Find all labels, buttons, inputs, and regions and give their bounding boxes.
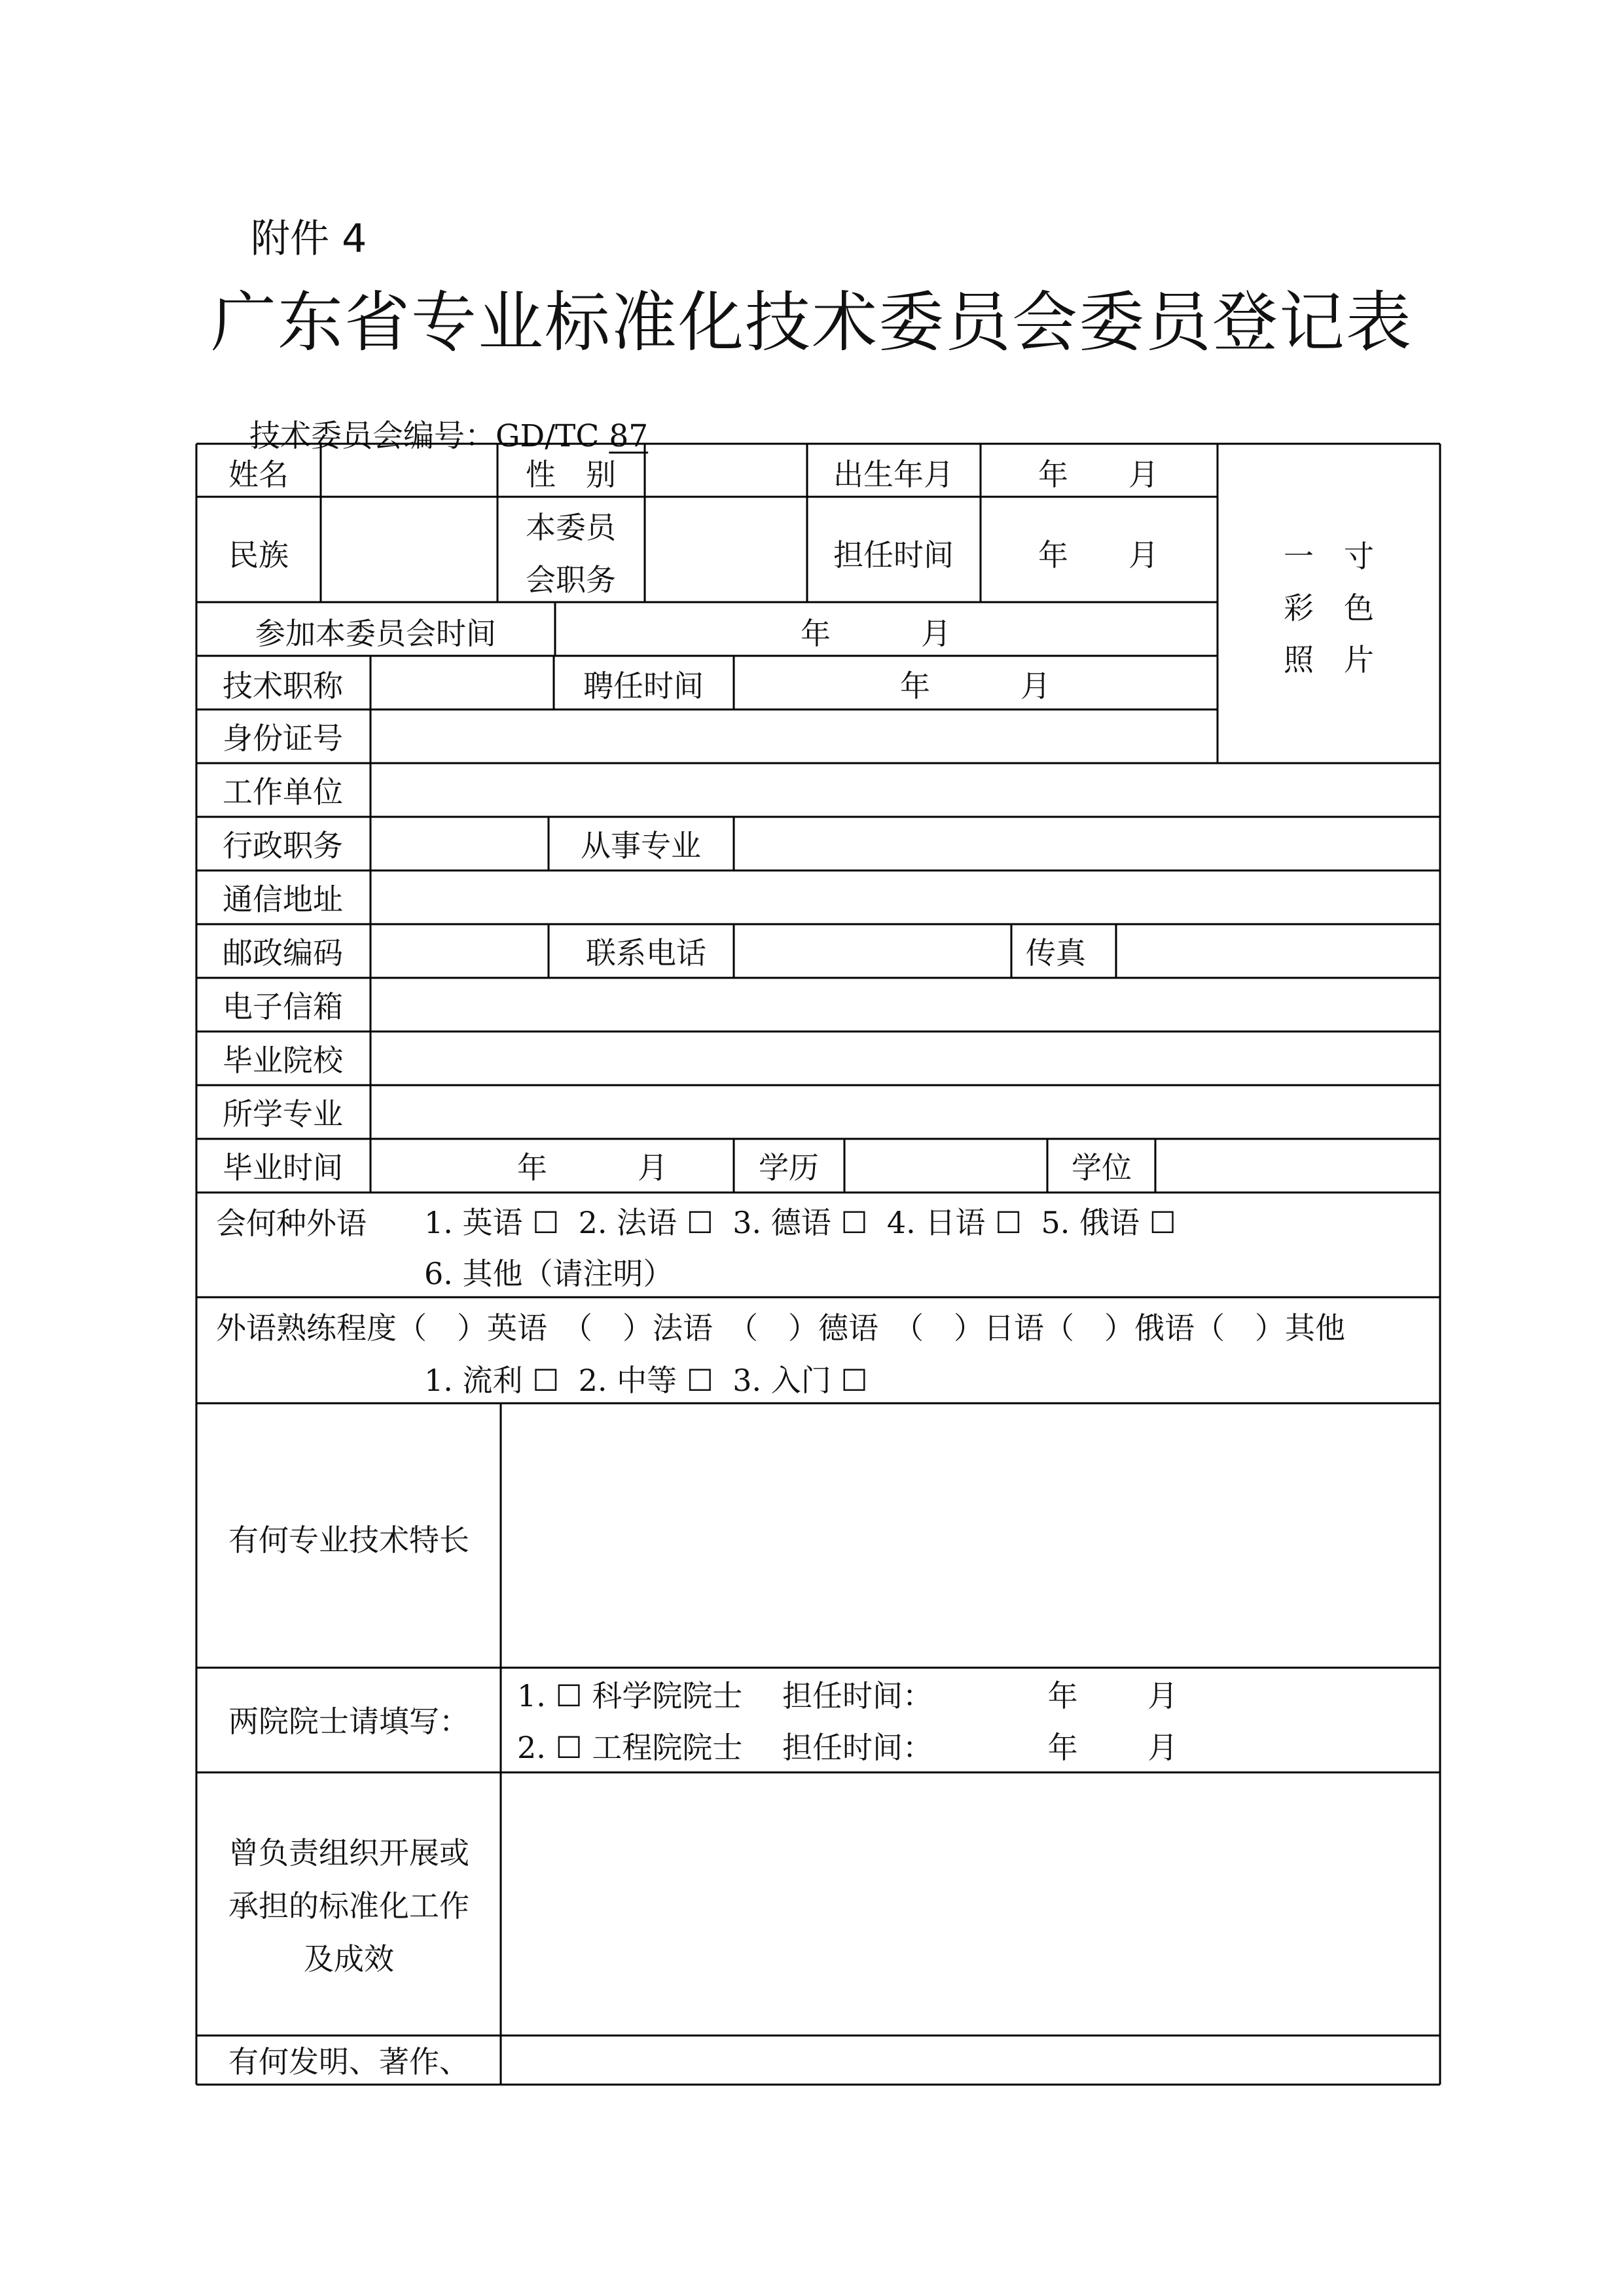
gender-label: 性 别 [526,457,616,492]
committee-post-label-2: 会职务 [526,562,616,598]
grad-time-label: 毕业时间 [223,1150,343,1185]
attachment-label: 附件 4 [251,216,367,262]
email-label: 电子信箱 [223,989,343,1024]
admin-post-label: 行政职务 [223,828,343,863]
committee-number-label: 技术委员会编号：GD/TC [249,418,609,454]
std-work-label-3: 及成效 [304,1941,394,1977]
post-time-year-month: 年 月 [1038,537,1159,573]
phone-label: 联系电话 [586,935,706,971]
grad-time-year-month: 年 月 [517,1150,668,1185]
fax-label: 传真 [1026,935,1086,971]
academician-label: 两院院士请填写： [228,1704,469,1739]
expertise-label: 有何专业技术特长 [228,1522,469,1558]
specialty-label: 从事专业 [581,828,701,863]
education-label: 学历 [759,1150,819,1185]
photo-label-3: 照 片 [1284,642,1374,677]
committee-post-label-1: 本委员 [526,510,616,545]
languages-options: 1. 英语 ☐ 2. 法语 ☐ 3. 德语 ☐ 4. 日语 ☐ 5. 俄语 ☐ [424,1205,1176,1241]
employer-label: 工作单位 [223,774,343,810]
tech-title-label: 技术职称 [223,668,343,704]
degree-label: 学位 [1072,1150,1132,1185]
post-time-label: 担任时间 [833,537,954,573]
join-time-label: 参加本委员会时间 [255,616,496,651]
proficiency-levels: 1. 流利 ☐ 2. 中等 ☐ 3. 入门 ☐ [424,1363,868,1399]
school-label: 毕业院校 [223,1043,343,1078]
photo-label-2: 彩 色 [1284,590,1374,626]
form-title: 广东省专业标准化技术委员会委员登记表 [211,284,1413,361]
committee-number-value: 87 [609,418,649,454]
academician-cae: 2. ☐ 工程院院士 担任时间： 年 月 [517,1730,1178,1766]
id-number-label: 身份证号 [223,721,343,756]
postcode-label: 邮政编码 [223,935,343,971]
academician-cas: 1. ☐ 科学院院士 担任时间： 年 月 [517,1678,1178,1714]
std-work-label-2: 承担的标准化工作 [228,1888,469,1924]
name-label: 姓名 [228,457,289,492]
appoint-time-label: 聘任时间 [583,668,704,704]
languages-label: 会何种外语 [216,1206,367,1241]
major-label: 所学专业 [223,1096,343,1132]
std-work-label-1: 曾负责组织开展或 [228,1835,469,1871]
proficiency-line: 外语熟练程度（ ）英语 （ ）法语 （ ）德语 （ ）日语（ ）俄语（ ）其他 [216,1310,1345,1346]
birth-label: 出生年月 [833,457,954,492]
photo-label-1: 一 寸 [1284,539,1374,574]
birth-year-month: 年 月 [1038,457,1159,492]
ethnicity-label: 民族 [228,537,289,573]
join-time-year-month: 年 月 [801,616,951,651]
inventions-label: 有何发明、著作、 [228,2044,469,2079]
address-label: 通信地址 [223,882,343,917]
appoint-time-year-month: 年 月 [900,668,1051,704]
languages-other: 6. 其他（请注明） [424,1256,674,1292]
